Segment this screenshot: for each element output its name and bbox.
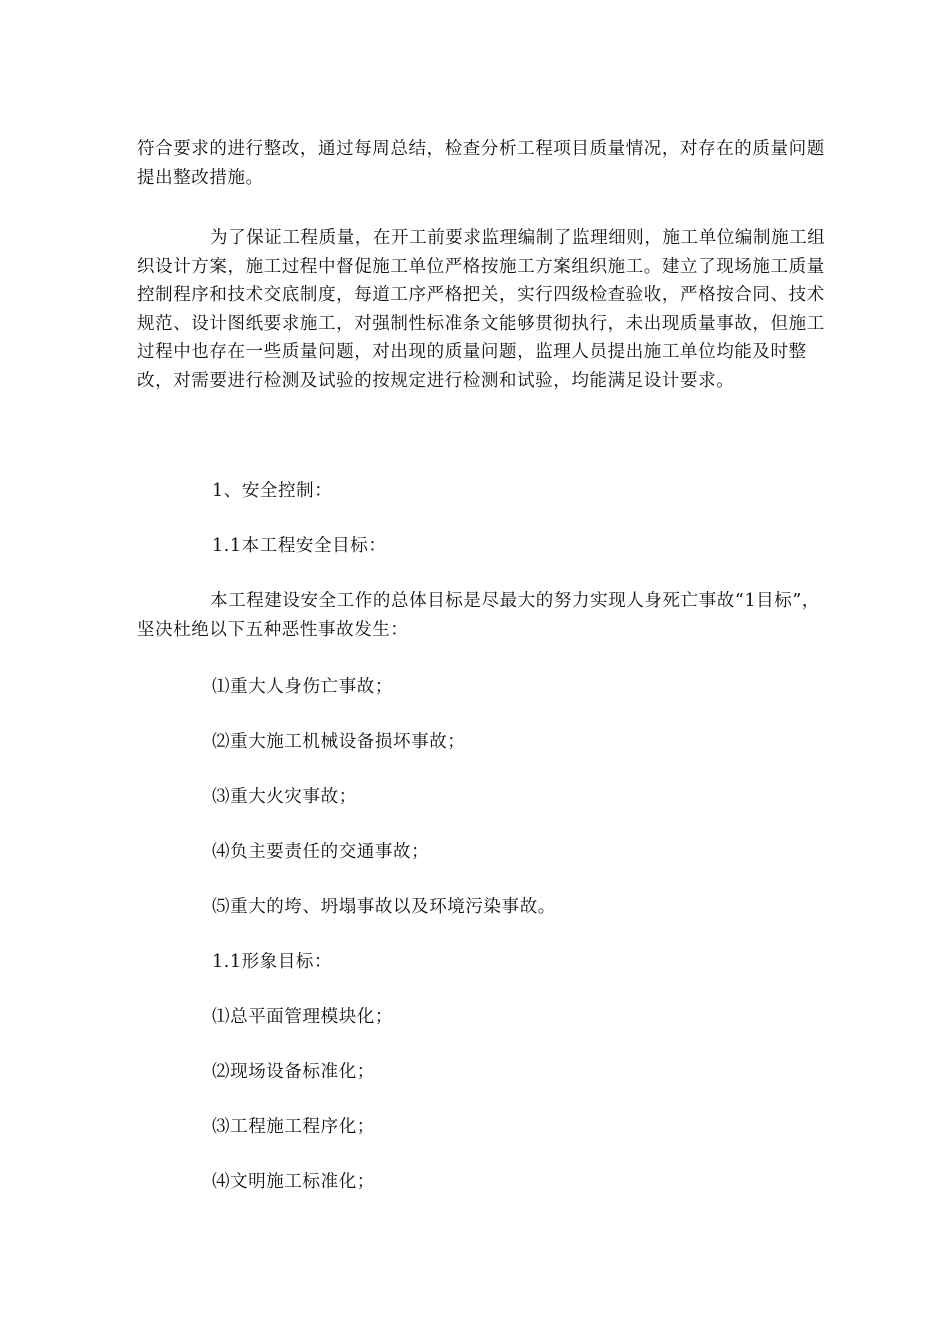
accident-item-5: ⑸重大的垮、坍塌事故以及环境污染事故。 — [212, 897, 556, 917]
accident-item-2: ⑵重大施工机械设备损坏事故； — [212, 732, 466, 752]
paragraph-quality-rectification: 符合要求的进行整改，通过每周总结，检查分析工程项目质量情况，对存在的质量问题提出整改措施。 — [137, 139, 825, 188]
paragraph-quality-assurance: 为了保证工程质量，在开工前要求监理编制了监理细则，施工单位编制施工组织设计方案，施工过程中督促施工单位严格按施工方案组织施工。建立了现场施工质量控制程序和技术交底制度，每道工序严格把关，实行四级检查验收，严格按合同、技术规范、设计图纸要求施工，对强制性标准条文能够贯彻执行，未出现质量事故，但施工过程中也存在一些质量问题，对出现的质量问题，监理人员提出施工单位均能及时整改，对需要进行检测及试验的按规定进行检测和试验，均能满足设计要求。 — [137, 228, 826, 391]
heading-safety-goal: 1.1本工程安全目标： — [212, 536, 387, 556]
image-item-2: ⑵现场设备标准化； — [212, 1062, 375, 1082]
image-item-1: ⑴总平面管理模块化； — [212, 1007, 393, 1027]
heading-safety-control: 1、安全控制： — [212, 481, 333, 501]
paragraph-safety-target: 本工程建设安全工作的总体目标是尽最大的努力实现人身死亡事故“1目标”，坚决杜绝以下五种恶性事故发生： — [137, 591, 821, 640]
image-item-3: ⑶工程施工程序化； — [212, 1117, 375, 1137]
accident-item-4: ⑷负主要责任的交通事故； — [212, 842, 430, 862]
accident-item-3: ⑶重大火灾事故； — [212, 787, 357, 807]
image-item-4: ⑷文明施工标准化； — [212, 1172, 375, 1192]
accident-item-1: ⑴重大人身伤亡事故； — [212, 677, 393, 697]
heading-image-goal: 1.1形象目标： — [212, 952, 333, 972]
